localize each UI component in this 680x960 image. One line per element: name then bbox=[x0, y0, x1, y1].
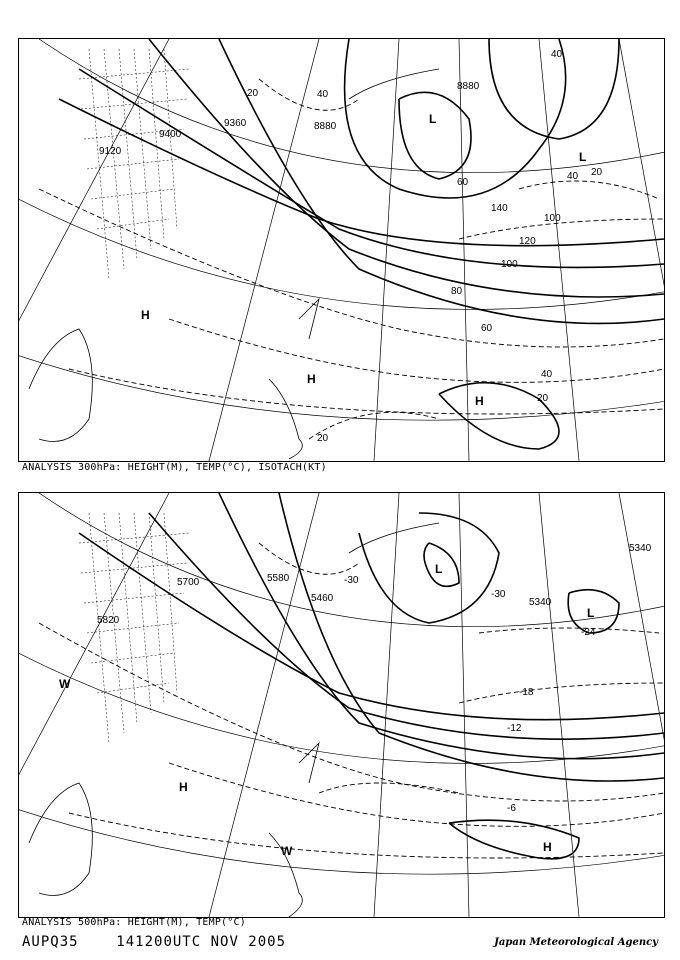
analysis-300hpa-map bbox=[18, 38, 665, 462]
pressure-center: L bbox=[587, 606, 595, 620]
map-300hpa-drawing bbox=[19, 39, 664, 461]
speed-label: 40 bbox=[541, 369, 553, 380]
speed-label: 100 bbox=[501, 259, 518, 270]
agency-name: Japan Meteorological Agency bbox=[494, 937, 658, 948]
chart-header bbox=[22, 934, 286, 950]
speed-label: 40 bbox=[317, 89, 329, 100]
pressure-center: H bbox=[307, 372, 316, 386]
speed-label: 100 bbox=[544, 213, 561, 224]
speed-label: 40 bbox=[567, 171, 579, 182]
speed-label: 120 bbox=[519, 236, 536, 247]
height-label: 5580 bbox=[267, 573, 290, 584]
speed-label: 20 bbox=[317, 433, 329, 444]
speed-label: 20 bbox=[537, 393, 549, 404]
height-label: 5700 bbox=[177, 577, 200, 588]
hatch-500 bbox=[79, 513, 189, 743]
height-label: 5340 bbox=[629, 543, 652, 554]
height-label: 8880 bbox=[457, 81, 480, 92]
height-label: 9120 bbox=[99, 146, 122, 157]
height-label: 5820 bbox=[97, 615, 120, 626]
analysis-500hpa-map bbox=[18, 492, 665, 918]
caption-300hpa: ANALYSIS 300hPa: HEIGHT(M), TEMP(°C), ISOTACH(KT) bbox=[22, 462, 327, 473]
pressure-center: H bbox=[543, 840, 552, 854]
pressure-center: H bbox=[141, 308, 150, 322]
height-contours-300 bbox=[59, 39, 664, 449]
speed-label: 40 bbox=[551, 49, 563, 60]
caption-500hpa: ANALYSIS 500hPa: HEIGHT(M), TEMP(°C) bbox=[22, 917, 246, 928]
speed-label: 20 bbox=[247, 88, 259, 99]
isotachs-300 bbox=[39, 79, 664, 439]
temp-contours-500 bbox=[39, 543, 664, 858]
speed-label: 60 bbox=[481, 323, 493, 334]
height-label: 8880 bbox=[314, 121, 337, 132]
hatch-300 bbox=[79, 49, 189, 279]
valid-time: 141200UTC NOV 2005 bbox=[116, 934, 287, 950]
graticule-500 bbox=[19, 493, 664, 917]
speed-label: 80 bbox=[451, 286, 463, 297]
temp-label: -18 bbox=[519, 687, 534, 698]
speed-label: 140 bbox=[491, 203, 508, 214]
pressure-center: L bbox=[435, 562, 443, 576]
map-500hpa-drawing bbox=[19, 493, 664, 917]
chart-code: AUPQ35 bbox=[22, 934, 79, 950]
pressure-center: L bbox=[579, 150, 587, 164]
height-label: 9360 bbox=[224, 118, 247, 129]
height-label: 9400 bbox=[159, 129, 182, 140]
temp-label: -6 bbox=[507, 803, 516, 814]
temp-label: -30 bbox=[344, 575, 359, 586]
temp-label: -24 bbox=[581, 627, 596, 638]
height-label: 5460 bbox=[311, 593, 334, 604]
temp-label: -30 bbox=[491, 589, 506, 600]
height-contours-500 bbox=[79, 493, 664, 859]
speed-label: 60 bbox=[457, 177, 469, 188]
pressure-center: W bbox=[59, 677, 71, 691]
pressure-center: H bbox=[179, 780, 188, 794]
speed-label: 20 bbox=[591, 167, 603, 178]
pressure-center: H bbox=[475, 394, 484, 408]
height-label: 5340 bbox=[529, 597, 552, 608]
pressure-center: W bbox=[281, 844, 293, 858]
temp-label: -12 bbox=[507, 723, 522, 734]
pressure-center: L bbox=[429, 112, 437, 126]
